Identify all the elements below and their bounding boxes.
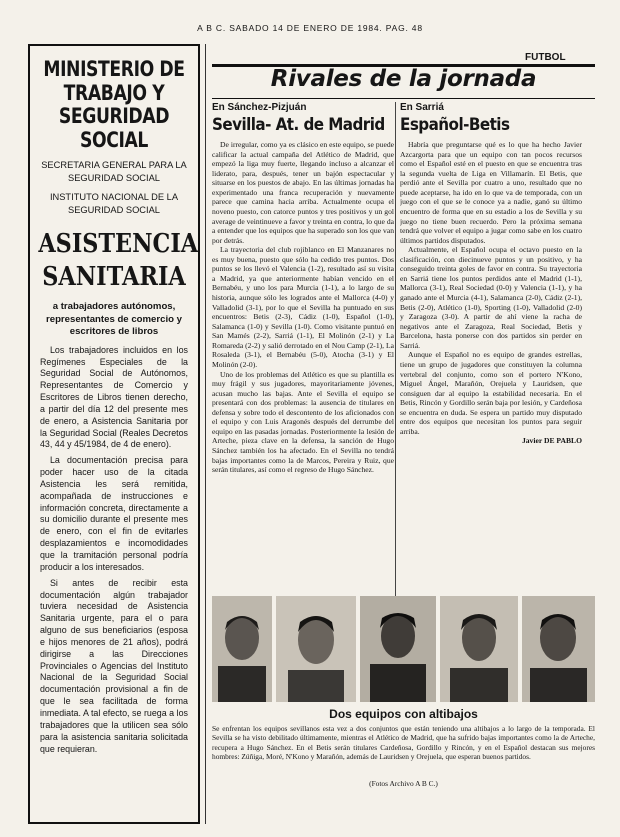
- photo-strip: [212, 596, 595, 704]
- ad-paragraph-1: Los trabajadores incluidos en los Regímenes Especiales de la Seguridad Social de Autónomos, Representantes de Comercio y Escritores de Libros tienen derecho, a partir del día 12 del presente mes de enero, a Asistencia Sanitaria por la Seguridad Social (Reales Decretos 43, 44 y 45/1984, de 4 de enero).: [40, 344, 188, 450]
- ministry-advertisement: [28, 44, 200, 824]
- article-title: Español-Betis: [400, 115, 510, 134]
- section-label: FUTBOL: [525, 52, 566, 63]
- photo-credit: (Fotos Archivo A B C.): [369, 779, 438, 788]
- headline-rule-bottom: [212, 98, 595, 99]
- article-espanol-betis: [400, 102, 582, 596]
- instituto-line: INSTITUTO NACIONAL DE LA SEGURIDAD SOCIAL: [49, 192, 179, 215]
- article-kicker: En Sánchez-Pizjuán: [212, 102, 307, 113]
- secretaria-line: SECRETARIA GENERAL PARA LA SEGURIDAD SOCIAL: [41, 160, 187, 183]
- article-sevilla-atletico: [212, 102, 394, 596]
- photo-caption-title: Dos equipos con altibajos: [329, 707, 478, 721]
- article-paragraph: Actualmente, el Español ocupa el octavo puesto en la clasificación, con diecinueve puntos y un positivo, y ha conseguido treinta goles de favor en contra. Su trayectoria en Sarriá tiene los puntos perdidos ante el Madrid (1-1), Mallorca (3-1), Real Sociedad (0-0) y Valencia (1-1), y ha ganado ante el Murcia (4-1), Salamanca (2-0), Cádiz (2-1), Betis (2-0), Atlético (1-0), Sporting (1-0), Valladolid (2-0) y Zaragoza (3-0). A partir de ahí viene la racha de negativos ante el Zaragoza, Real Sociedad, Betis y Barcelona, hasta ponerse con dos partidos sin perder en Sarriá.: [400, 245, 582, 350]
- ministry-title: MINISTERIO DE TRABAJO Y SEGURIDAD SOCIAL: [43, 57, 185, 152]
- main-headline: Rivales de la jornada: [270, 66, 537, 92]
- photo-caption: Se enfrentan los equipos sevillanos esta vez a dos conjuntos que están teniendo una altibajos a lo largo de la temporada. El Sevilla se ha visto debilitado últimamente, mientras el Atlético de Madrid, que ha sufrido bajas importantes como la de Arteche, recupera a Hugo Sánchez. En el Betis serán titulares Cardeñosa, Gordillo y Rincón, y en el Español destacan sus mejores hombres: Zúñiga, Moré, N'Kono y Marañón, además de Lauridsen y Orejuela, que esperan buenos partidos.: [212, 724, 595, 761]
- player-photo: [360, 596, 436, 702]
- article-paragraph: Aunque el Español no es equipo de grandes estrellas, tiene un grupo de jugadores que constituyen la columna vertebral del conjunto, como son el portero N'Kono, Miguel Ángel, Marañón, Orejuela y Lauridsen, que consiguen dar al equipo la estabilidad necesaria. En el Betis, Rincón y Gordillo serán baja por lesión, y Cardeñosa se encuentra en duda. Se espera un partido muy disputado entre dos equipos que necesitan los puntos para seguir arriba.: [400, 350, 582, 436]
- player-photo: [440, 596, 518, 702]
- ad-paragraph-3: Si antes de recibir esta documentación algún trabajador tuviera necesidad de Asistencia Sanitaria urgente, para el o para alguno de sus beneficiarios (esposa e hijos menores de 21 años), podrá dirigirse a las Direcciones Provinciales o Agencias del Instituto Nacional de la Seguridad Social documentación provisional a fin de que le sea facilitada de forma inmediata. A tal efecto, se ruega a los trabajadores que la utilicen sea sólo para la asistencia sanitaria solicitada que requieran.: [40, 577, 188, 754]
- article-kicker: En Sarriá: [400, 102, 444, 113]
- article-paragraph: La trayectoria del club rojiblanco en El Manzanares no es muy buena, puesto que sólo ha cedido tres puntos. Dos puntos se los llevó el Valencia (1-2), resultado así su visita a Madrid, ya que anteriormente habían vencido en el Bernabéu, y uno los para Murcia (1-1), a lo largo de su historia, aunque sólo les logrados ante el Mallorca (4-0) y Valladolid (3-1), por lo que el Sevilla ha puntuado en sus encuentros: Betis (2-3), Cádiz (1-0), Español (1-0), Salamanca (1-0) y Sevilla (1-0). Como visitante puntuó en San Mamés (2-2), Sarriá (1-1), El Molinón (2-1) y La Romareda (2-2) y salió derrotado en el Nou Camp (2-1), La Rosaleda (3-1), el Bernabéu (5-0), Atocha (3-1) y El Molinón (2-0).: [212, 245, 394, 369]
- ad-paragraph-2: La documentación precisa para poder hacer uso de la citada Asistencia les será remitida, acompañada de instrucciones e información concreta, directamente a su domicilio durante el presente mes de enero, con el fin de evitarles desplazamientos e incomodidades que la tramitación personal podría producir a los interesados.: [40, 455, 188, 572]
- player-photo: [522, 596, 595, 702]
- column-divider: [205, 44, 206, 824]
- ad-target-audience: a trabajadores autónomos, representantes de comercio y escritores de libros: [46, 301, 182, 338]
- article-paragraph: Habría que preguntarse qué es lo que ha hecho Javier Azcargorta para que un equipo con tan pocos recursos como el Español esté en el puesto en que se encuentra tras la segunda vuelta de Liga en Villamarín. El Betis, que perdió ante el Sevilla por cuatro a uno, resultado que no puede aceptarse, ha ido en lo que va de temporada, con un juego con el que se le conoce ya a nadie, ganó su último encuentro de forma que en su estadio a los de Sevilla y su juego no tiene buen recuerdo. Pero la próxima semana tendrá que volver el equipo a jugar como sabe en los cuatro últimos partidos disputados.: [400, 140, 582, 245]
- article-paragraph: De irregular, como ya es clásico en este equipo, se puede calificar la actual campaña del Atlético de Madrid, que empezó la liga muy fuerte, llegando incluso a alcanzar el liderato, para, después, tener un bajón espectacular y situarse en los puestos de abajo. En las últimas jornadas ha experimentado una franca recuperación y nuevamente parece que camina hacia arriba. Actualmente ocupa el noveno puesto, con catorce puntos y tres positivos y un gol average de veintinueve a favor y treinta en contra, lo que da a entender que los equipos que ha superado son los que van por detrás.: [212, 140, 394, 245]
- article-author: Javier DE PABLO: [521, 436, 582, 446]
- article-paragraph: Uno de los problemas del Atlético es que su plantilla es muy frágil y sus jugadores, mayoritariamente jóvenes, acusan mucho las bajas. Ante el Sevilla el equipo se presentará con dos problemas: la ausencia de titulares en defensa y sobre todo el descontento de los aficionados con el equipo y con Luis Aragonés después del derrumbe del equipo en las pasadas jornadas. Posteriormente la lesión de Arteche, pieza clave en la defensa, la sanción de Hugo Sánchez también los ha afectado. En el Sevilla no tendrá bajas importantes como la de Marcos, Pereira y Ruiz, que serán titulares, así como el regreso de Hugo Sánchez.: [212, 369, 394, 475]
- player-photo: [276, 596, 356, 702]
- player-photo: [212, 596, 272, 702]
- article-divider: [395, 102, 396, 596]
- ad-headline: ASISTENCIA SANITARIA: [38, 229, 199, 292]
- running-head: A B C. SABADO 14 DE ENERO DE 1984. PAG. 48: [197, 23, 423, 33]
- article-title: Sevilla- At. de Madrid: [212, 115, 385, 134]
